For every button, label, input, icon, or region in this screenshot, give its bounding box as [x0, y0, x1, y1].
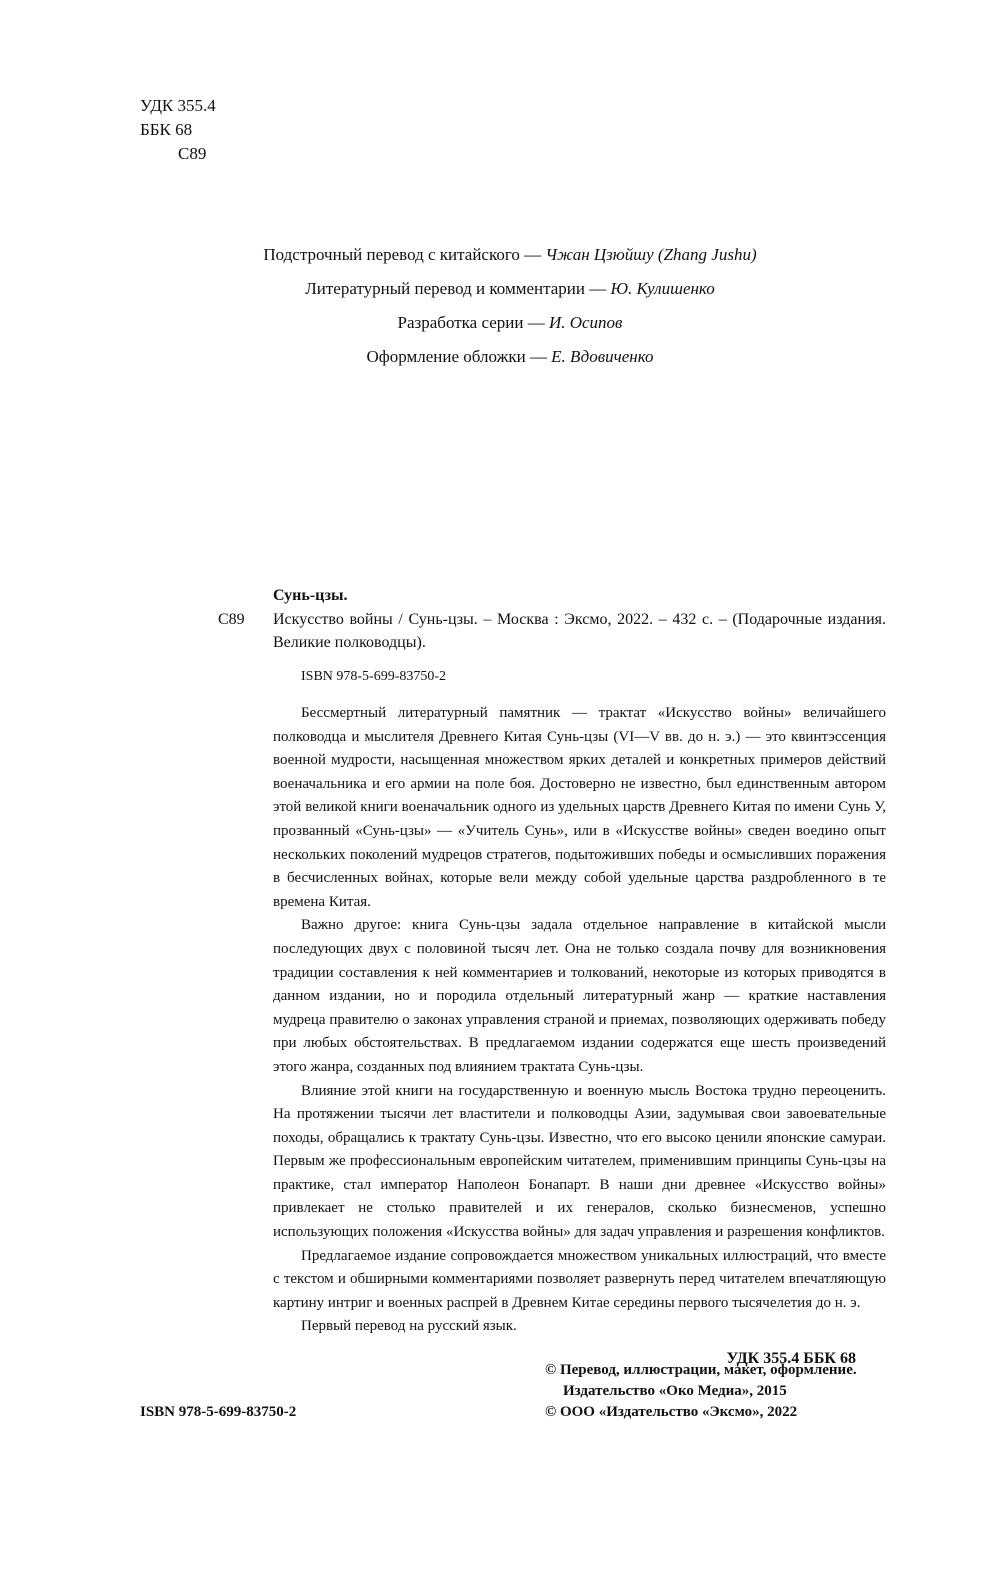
- author-mark-code: С89: [218, 610, 245, 628]
- copyright-line: Издательство «Око Медиа», 2015: [563, 1383, 787, 1399]
- credit-role: Литературный перевод и комментарии —: [305, 279, 611, 298]
- copyright-line: © ООО «Издательство «Эксмо», 2022: [545, 1404, 798, 1420]
- copyright-line: © Перевод, иллюстрации, макет, оформление.: [545, 1362, 857, 1378]
- author-mark: С89: [178, 144, 207, 163]
- credit-name: Ю. Кулишенко: [610, 279, 715, 298]
- isbn-line: ISBN 978-5-699-83750-2: [301, 668, 447, 684]
- bibliographic-entry: [218, 608, 886, 655]
- author-heading: Сунь-цзы.: [273, 587, 348, 604]
- abstract: [218, 702, 886, 1339]
- credits-block: [0, 240, 987, 376]
- copyright-block: [545, 1360, 857, 1423]
- abstract-paragraph: Предлагаемое издание сопровождается множеством уникальных иллюстраций, что вместе с текстом и обширными комментариями позволяет развернуть перед читателем впечатляющую картину интриг и военных распрей в Древнем Китае середины первого тысячелетия до н. э.: [273, 1247, 886, 1311]
- udk-code: УДК 355.4: [140, 96, 216, 115]
- bbk-code: ББК 68: [140, 120, 193, 139]
- classification-block: [140, 94, 216, 166]
- bbk-code-bottom: ББК 68: [803, 1350, 856, 1368]
- credit-line: [0, 308, 987, 342]
- isbn-bottom: ISBN 978-5-699-83750-2: [140, 1404, 297, 1420]
- credit-role: Подстрочный перевод с китайского —: [263, 245, 546, 264]
- abstract-paragraph: Бессмертный литературный памятник — трактат «Искусство войны» величайшего полководца и мыслителя Древнего Китая Сунь-цзы (VI—V вв. до н. э.) — это квинтэссенция военной мудрости, насыщенная множеством ярких деталей и конкретных примеров действий военачальника и его армии на поле боя. Достоверно не известно, был единственным автором этой великой книги военачальник одного из удельных царств Древнего Китая по имени Сунь У, прозванный «Сунь-цзы» — «Учитель Сунь», или в «Искусстве войны» сведен воедино опыт нескольких поколений мудрецов стратегов, подытоживших победы и осмысливших поражения в бесчисленных войнах, которые вели между собой удельные царства раздробленного в те времена Китая.: [273, 705, 886, 910]
- udk-code-bottom: УДК 355.4: [726, 1350, 800, 1368]
- credit-name: И. Осипов: [548, 313, 623, 332]
- credit-line: [0, 274, 987, 308]
- entry-text: Искусство войны / Сунь-цзы. – Москва : Эксмо, 2022. – 432 с. – (Подарочные издания. Великие полководцы).: [273, 610, 886, 651]
- credit-name: Е. Вдовиченко: [551, 347, 654, 366]
- abstract-paragraph: Важно другое: книга Сунь-цзы задала отдельное направление в китайской мысли последующих двух с половиной тысяч лет. Она не только создала почву для возникновения традиции составления к ней комментариев и толкований, некоторые из которых приводятся в данном издании, но и породила отдельный литературный жанр — краткие наставления мудреца правителю о законах управления страной и приемах, позволяющих одерживать победу при любых обстоятельствах. В предлагаемом издании содержатся еще шесть произведений этого жанра, созданных под влиянием трактата Сунь-цзы.: [273, 917, 886, 1075]
- credit-role: Разработка серии —: [397, 313, 549, 332]
- credit-line: [0, 240, 987, 274]
- credit-line: [0, 342, 987, 376]
- abstract-paragraph: Влияние этой книги на государственную и военную мысль Востока трудно переоценить. На протяжении тысячи лет властители и полководцы Азии, задумывая свои завоевательные походы, обращались к трактату Сунь-цзы. Известно, что его высоко ценили японские самураи. Первым же профессиональным европейским читателем, применившим принципы Сунь-цзы на практике, стал император Наполеон Бонапарт. В наши дни древнее «Искусство войны» привлекает не столько правителей и их генералов, сколько бизнесменов, успешно использующих положения «Искусства войны» для задач управления и разрешения конфликтов.: [273, 1082, 886, 1241]
- credit-role: Оформление обложки —: [366, 347, 552, 366]
- credit-name: Чжан Цзюйшу (Zhang Jushu): [545, 245, 757, 264]
- bibliographic-record: [218, 584, 886, 1371]
- abstract-paragraph: Первый перевод на русский язык.: [301, 1318, 517, 1335]
